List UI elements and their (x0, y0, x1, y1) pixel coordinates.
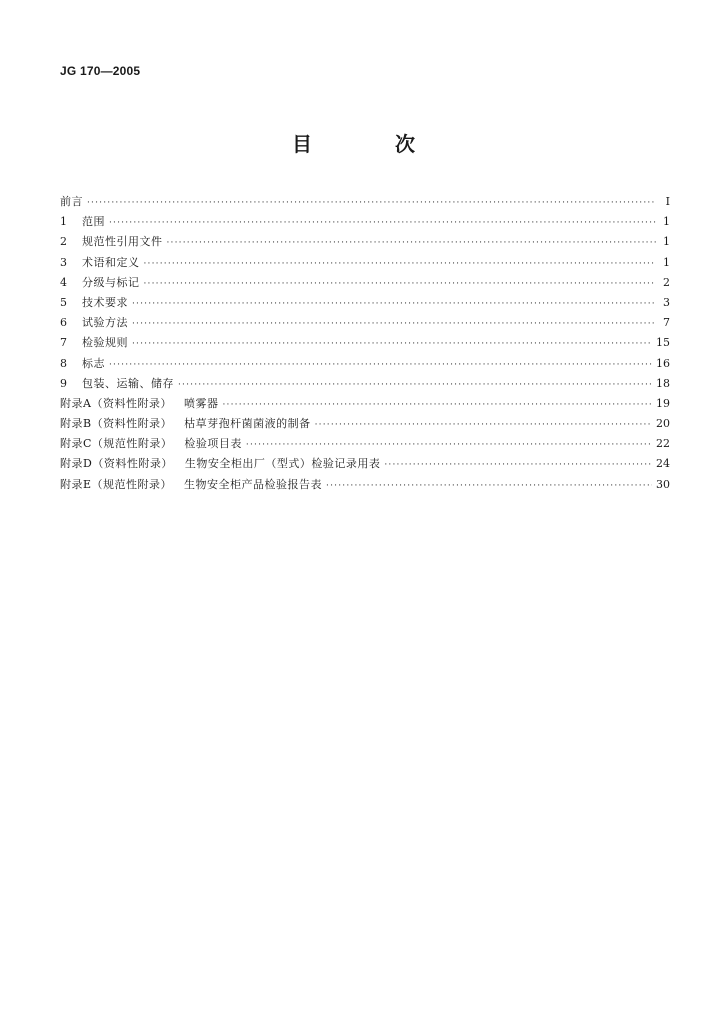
toc-entry-page-number: 24 (656, 457, 670, 471)
toc-dot-leader (132, 314, 656, 334)
toc-entry[interactable] (60, 475, 670, 495)
toc-entry[interactable] (60, 253, 670, 273)
toc-dot-leader (144, 254, 657, 274)
toc-entry-number: 5 (60, 295, 67, 309)
toc-entry[interactable] (60, 212, 670, 232)
toc-entry-label: 试验方法 (82, 316, 128, 330)
toc-entry[interactable] (60, 333, 670, 353)
toc-entry-label: 检验规则 (82, 336, 128, 350)
toc-entry-subtitle: 生物安全柜出厂（型式）检验记录用表 (184, 457, 381, 471)
toc-dot-leader (109, 355, 652, 375)
toc-entry-page-number: 1 (663, 255, 670, 269)
toc-entry-subtitle: 生物安全柜产品检验报告表 (184, 477, 323, 491)
toc-dot-leader (315, 415, 652, 435)
toc-entry-page-number: 1 (663, 235, 670, 249)
toc-dot-leader (178, 375, 652, 395)
toc-entry-label: 范围 (82, 215, 105, 229)
toc-entry-label: 技术要求 (82, 295, 128, 309)
toc-entry-page-number: 15 (656, 336, 670, 350)
toc-dot-leader (384, 455, 652, 475)
toc-entry[interactable] (60, 374, 670, 394)
toc-entry-label: 附录B（资料性附录） (60, 417, 173, 431)
toc-entry[interactable] (60, 414, 670, 434)
toc-dot-leader (167, 233, 657, 253)
toc-entry-label: 标志 (82, 356, 105, 370)
toc-dot-leader (109, 213, 656, 233)
toc-entry-label: 前言 (60, 195, 83, 208)
toc-entry-number: 2 (60, 235, 67, 249)
toc-entry-page-number: 22 (656, 437, 670, 451)
toc-entry[interactable] (60, 454, 670, 474)
toc-entry-subtitle: 检验项目表 (184, 437, 242, 451)
toc-entry-label: 附录A（资料性附录） (60, 396, 172, 410)
toc-dot-leader (222, 395, 652, 415)
toc-entry-page-number: 2 (663, 275, 670, 289)
toc-entry[interactable] (60, 273, 670, 293)
toc-entry[interactable] (60, 434, 670, 454)
toc-dot-leader (144, 274, 657, 294)
toc-entry[interactable] (60, 313, 670, 333)
toc-entry-page-number: Ⅰ (665, 195, 670, 208)
toc-entry-page-number: 16 (656, 356, 670, 370)
toc-entry-label: 包装、运输、储存 (82, 376, 174, 390)
toc-entry-page-number: 1 (663, 215, 670, 229)
toc-entry-number: 4 (60, 275, 67, 289)
toc-entry-number: 9 (60, 376, 67, 390)
toc-entry-label: 附录D（资料性附录） (60, 457, 173, 471)
toc-entry-label: 附录C（规范性附录） (60, 437, 173, 451)
toc-entry-number: 3 (60, 255, 67, 269)
toc-entry-number: 8 (60, 356, 67, 370)
toc-dot-leader (326, 476, 652, 496)
toc-entry[interactable] (60, 293, 670, 313)
toc-entry-number: 6 (60, 316, 67, 330)
table-of-contents (60, 192, 670, 495)
toc-entry-label: 分级与标记 (82, 275, 140, 289)
toc-entry-page-number: 18 (656, 376, 670, 390)
toc-entry-number: 1 (60, 215, 67, 229)
toc-entry[interactable] (60, 354, 670, 374)
toc-entry-label: 术语和定义 (82, 255, 140, 269)
toc-entry-subtitle: 枯草芽孢杆菌菌液的制备 (184, 417, 311, 431)
toc-entry[interactable] (60, 192, 670, 212)
toc-entry-subtitle: 喷雾器 (183, 396, 219, 410)
toc-entry[interactable] (60, 232, 670, 252)
toc-dot-leader (87, 193, 656, 213)
toc-dot-leader (132, 294, 656, 314)
toc-entry-number: 7 (60, 336, 67, 350)
toc-entry-page-number: 19 (656, 396, 670, 410)
toc-entry-page-number: 7 (663, 316, 670, 330)
toc-entry-page-number: 20 (656, 417, 670, 431)
toc-entry-label: 规范性引用文件 (82, 235, 163, 249)
toc-entry-label: 附录E（规范性附录） (60, 477, 173, 491)
toc-dot-leader (246, 435, 652, 455)
page-title: 目 次 (292, 132, 453, 156)
standard-code: JG 170—2005 (60, 64, 141, 78)
toc-dot-leader (132, 334, 652, 354)
toc-entry-page-number: 30 (656, 477, 670, 491)
toc-entry-page-number: 3 (663, 295, 670, 309)
toc-entry[interactable] (60, 394, 670, 414)
